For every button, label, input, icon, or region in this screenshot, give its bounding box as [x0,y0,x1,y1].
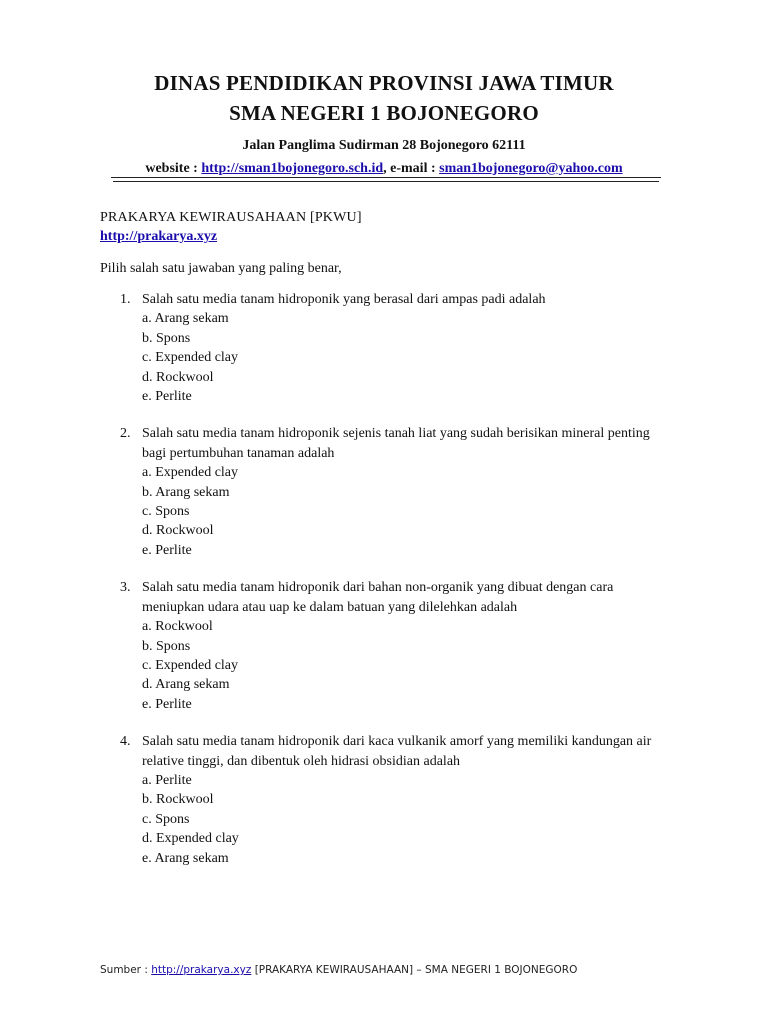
option-e: e. Perlite [142,389,192,405]
option-c: c. Spons [142,811,190,827]
subject-title: PRAKARYA KEWIRAUSAHAAN [PKWU] [100,210,362,225]
option-a: a. Expended clay [142,465,239,481]
header-divider-thin [113,181,659,182]
question-number: 4. [120,734,131,750]
question-text-continued: bagi pertumbuhan tanaman adalah [142,445,335,461]
question-number: 1. [120,292,131,307]
school-name: SMA NEGERI 1 BOJONEGORO [229,101,539,125]
email-link[interactable]: sman1bojonegoro@yahoo.com [439,161,623,176]
question-3 [0,578,768,714]
question-text: Salah satu media tanam hidroponik dari kaca vulkanik amorf yang memiliki kandungan air [142,734,652,750]
email-label: , e-mail : [383,161,440,176]
website-link[interactable]: http://sman1bojonegoro.sch.id [201,161,384,176]
question-2 [0,424,768,560]
option-c: c. Spons [142,504,190,520]
question-number: 3. [120,580,131,596]
footer-link[interactable]: http://prakarya.xyz [151,964,252,976]
question-text: Salah satu media tanam hidroponik yang berasal dari ampas padi adalah [142,292,546,307]
option-b: b. Arang sekam [142,484,230,500]
option-e: e. Perlite [142,542,192,558]
website-label: website : [145,161,202,176]
question-4 [0,732,768,868]
option-a: a. Arang sekam [142,311,229,327]
question-text: Salah satu media tanam hidroponik dari bahan non-organik yang dibuat dengan cara [142,580,614,596]
footer-suffix: [PRAKARYA KEWIRAUSAHAAN] – SMA NEGERI 1 BOJONEGORO [251,964,578,976]
option-d: d. Rockwool [142,369,214,385]
page-footer [100,963,577,977]
option-d: d. Expended clay [142,831,239,847]
option-a: a. Perlite [142,772,192,788]
header-divider-thick [111,177,661,178]
footer-prefix: Sumber : [100,964,152,976]
option-b: b. Spons [142,330,191,346]
question-text: Salah satu media tanam hidroponik sejenis tanah liat yang sudah berisikan mineral penting [142,426,650,442]
option-b: b. Spons [142,638,191,654]
question-number: 2. [120,426,131,442]
option-e: e. Arang sekam [142,850,229,866]
question-list [0,290,768,886]
option-c: c. Expended clay [142,657,239,673]
option-c: c. Expended clay [142,350,239,366]
option-a: a. Rockwool [142,619,213,635]
subject-block [100,208,362,246]
question-text-continued: meniupkan udara atau uap ke dalam batuan yang dilelehkan adalah [142,599,518,615]
option-e: e. Perlite [142,696,192,712]
question-text-continued: relative tinggi, dan dibentuk oleh hidrasi obsidian adalah [142,753,461,769]
subject-link[interactable]: http://prakarya.xyz [100,229,218,244]
question-1 [0,290,768,406]
contact-line [0,159,768,179]
option-d: d. Rockwool [142,523,214,539]
agency-name: DINAS PENDIDIKAN PROVINSI JAWA TIMUR [154,71,614,95]
instruction-text: Pilih salah satu jawaban yang paling benar, [100,261,342,276]
option-b: b. Rockwool [142,792,214,808]
option-d: d. Arang sekam [142,677,230,693]
school-address: Jalan Panglima Sudirman 28 Bojonegoro 62111 [242,138,526,153]
letterhead [0,68,768,179]
